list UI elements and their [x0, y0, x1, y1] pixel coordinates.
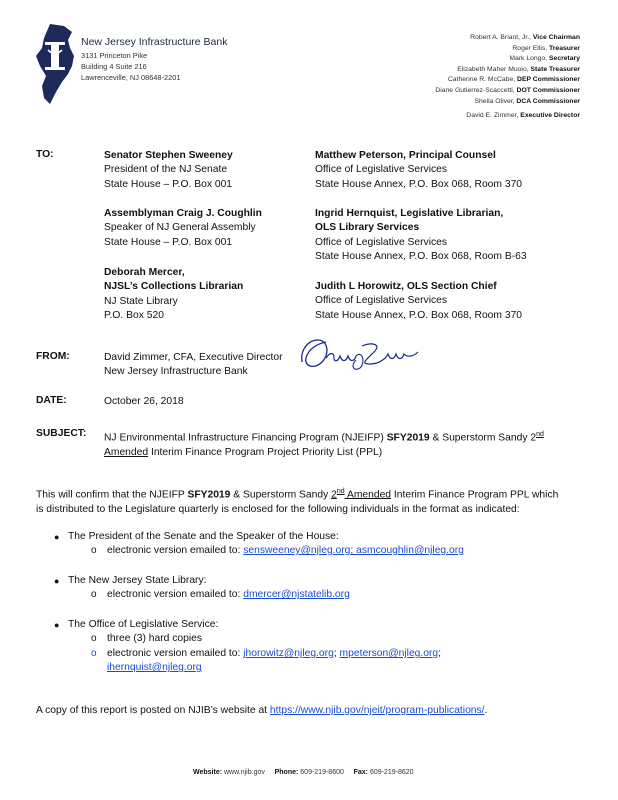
email-link[interactable]: jhorowitz@njleg.org	[243, 648, 334, 659]
list-item: ● The New Jersey State Library:	[68, 574, 207, 588]
nj-state-outline-icon	[34, 22, 78, 108]
signature	[296, 332, 436, 376]
recipient-mercer: Deborah Mercer, NJSL’s Collections Librarian NJ State Library P.O. Box 520	[104, 267, 244, 321]
board-list	[435, 33, 580, 122]
recipient-hernquist: Ingrid Hernquist, Legislative Librarian, OLS Library Services Office of Legislative Services State House Annex, P.O. Box 068, Room B-63	[315, 208, 527, 262]
board-member: Elizabeth Maher Muoio, State Treasurer	[457, 65, 580, 73]
email-link[interactable]: sensweeney@njleg.org; asmcoughlin@njleg.org	[243, 545, 464, 556]
from-block: David Zimmer, CFA, Executive Director New Jersey Infrastructure Bank	[104, 352, 283, 378]
board-member: Catherine R. McCabe, DEP Commissioner	[447, 76, 580, 84]
circle-bullet-icon: o	[91, 545, 97, 556]
page-footer: Website: www.njib.gov Phone: 609-219-8600 Fax: 609-219-8620	[193, 769, 414, 776]
circle-bullet-icon: o	[91, 633, 97, 644]
address-line: Lawrenceville, NJ 08648-2201	[81, 73, 181, 82]
board-member: Diane Gutierrez-Scaccetti, DOT Commissioner	[435, 86, 580, 94]
recipient-horowitz: Judith L Horowitz, OLS Section Chief Office of Legislative Services State House Annex, P.O. Box 068, Room 370	[315, 281, 523, 321]
board-member: Robert A. Briant, Jr., Vice Chairman	[470, 34, 580, 41]
intro-paragraph: This will confirm that the NJEIFP SFY2019 & Superstorm Sandy 2nd Amended Interim Finance Program PPL which is distributed to the Legislature quarterly is enclosed for the following individuals in the format as indicated:	[36, 488, 559, 515]
board-member: Roger Ellis, Treasurer	[512, 44, 580, 52]
email-link[interactable]: mpeterson@njleg.org	[339, 648, 439, 659]
sub-list-item: o electronic version emailed to: jhorowitz@njleg.org; mpeterson@njleg.org; ihernquist@njleg.org	[91, 648, 442, 674]
recipient-sweeney: Senator Stephen Sweeney President of the NJ Senate State House – P.O. Box 001	[104, 150, 233, 190]
board-member: Mark Longo, Secretary	[509, 55, 580, 63]
email-link[interactable]: dmercer@njstatelib.org	[243, 589, 350, 600]
recipient-peterson: Matthew Peterson, Principal Counsel Office of Legislative Services State House Annex, P.O. Box 068, Room 370	[315, 150, 523, 190]
address-line: Building 4 Suite 216	[81, 62, 147, 71]
closing-paragraph: A copy of this report is posted on NJIB’s website at https://www.njib.gov/njeit/program-publications/.	[36, 705, 488, 716]
sub-list-item: o electronic version emailed to: sensweeney@njleg.org; asmcoughlin@njleg.org	[107, 544, 464, 558]
recipient-coughlin: Assemblyman Craig J. Coughlin Speaker of NJ General Assembly State House – P.O. Box 001	[104, 208, 262, 248]
website-link[interactable]: https://www.njib.gov/njeit/program-publications/	[269, 705, 485, 716]
address-line: 3131 Princeton Pike	[81, 51, 148, 60]
email-link[interactable]: ihernquist@njleg.org	[107, 662, 202, 674]
memo-date: October 26, 2018	[104, 396, 184, 407]
to-label: TO:	[36, 149, 54, 160]
sub-list-item: o three (3) hard copies	[107, 632, 202, 646]
bullet-icon: ●	[54, 532, 60, 542]
signature-text	[296, 332, 302, 333]
bullet-icon: ●	[54, 620, 60, 630]
letterhead-logo	[34, 22, 78, 108]
memo-subject: NJ Environmental Infrastructure Financing Program (NJEIFP) SFY2019 & Superstorm Sandy 2nd Amended Interim Finance Program Project Priority List (PPL)	[104, 431, 544, 458]
sub-list-item: o electronic version emailed to: dmercer@njstatelib.org	[107, 588, 350, 602]
list-item: ● The Office of Legislative Service:	[68, 618, 218, 632]
bullet-icon: ●	[54, 576, 60, 586]
subject-label: SUBJECT:	[36, 428, 87, 439]
circle-bullet-icon: o	[91, 589, 97, 600]
date-label: DATE:	[36, 395, 67, 406]
signature-icon	[296, 332, 436, 376]
circle-bullet-icon: o	[91, 648, 97, 659]
board-member: David E. Zimmer, Executive Director	[466, 112, 580, 120]
board-member: Sheila Oliver, DCA Commissioner	[474, 97, 580, 105]
org-name: New Jersey Infrastructure Bank	[81, 36, 228, 48]
from-label: FROM:	[36, 351, 70, 362]
org-address	[81, 50, 180, 83]
list-item: ● The President of the Senate and the Speaker of the House:	[68, 530, 339, 544]
